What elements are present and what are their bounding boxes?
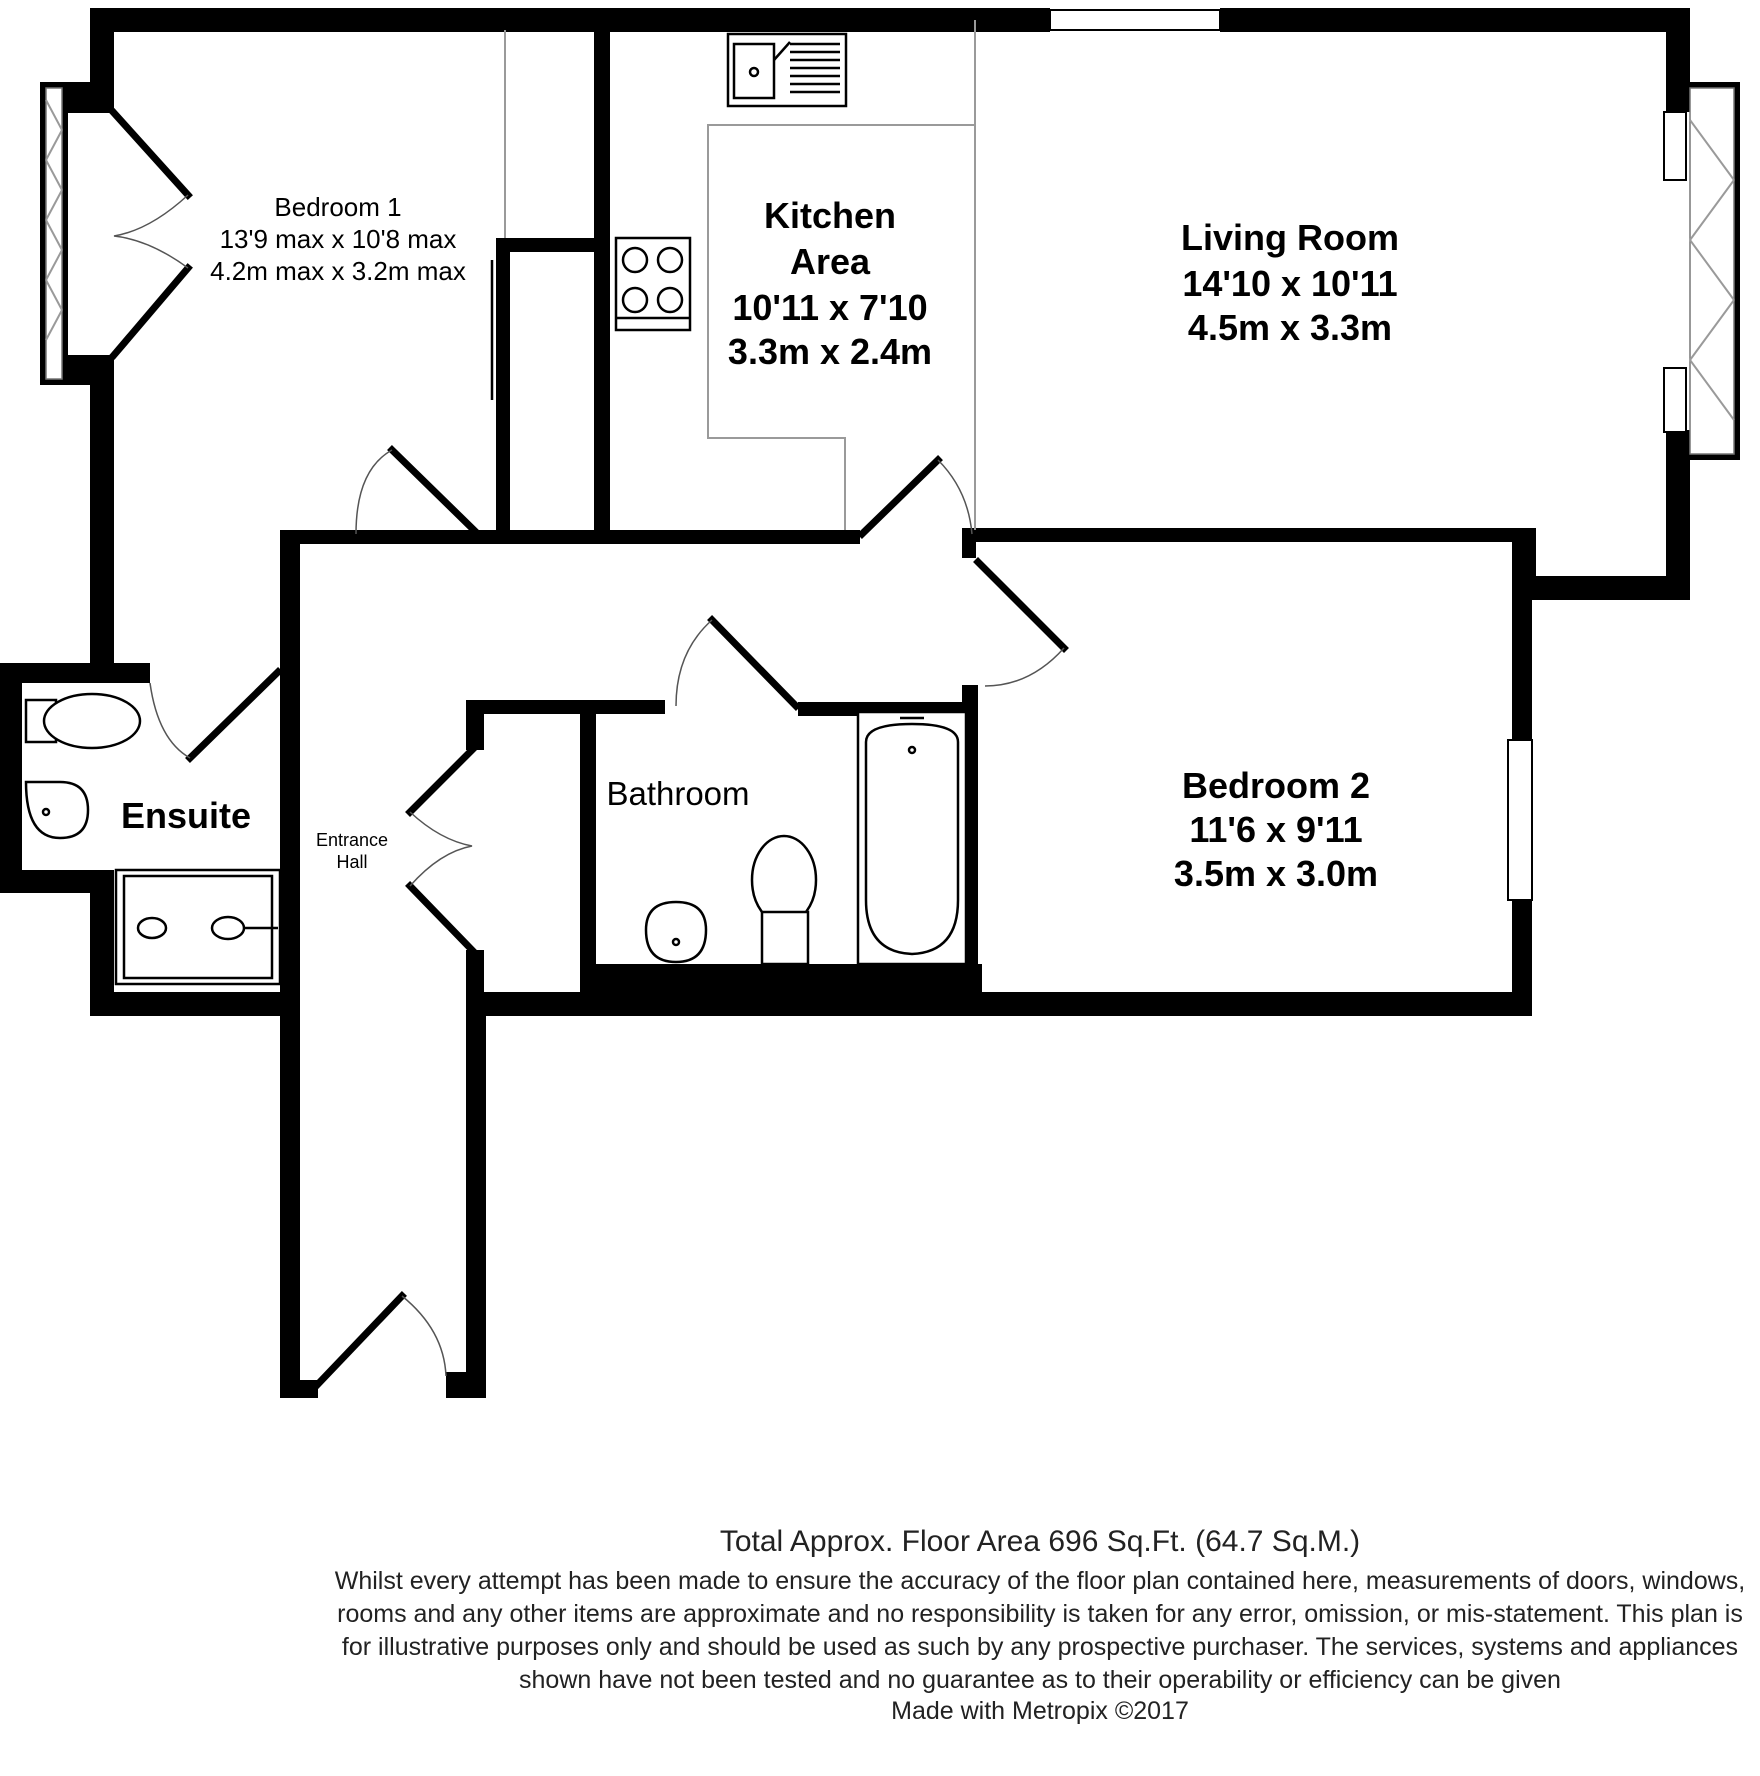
living-name: Living Room xyxy=(1181,217,1399,258)
living-step-wall xyxy=(1512,576,1690,600)
hall-partition-top xyxy=(466,700,582,714)
bay-window-left xyxy=(40,82,114,385)
bathroom-bottom-wall xyxy=(582,964,982,996)
footer xyxy=(330,1525,1750,1726)
kitchen-sink xyxy=(728,34,846,106)
bedroom2-dim-metric: 3.5m x 3.0m xyxy=(1173,853,1379,894)
corridor-left-wall xyxy=(280,530,300,1398)
bathroom-toilet xyxy=(752,836,816,964)
living-step-vertical xyxy=(1512,532,1536,600)
bedroom2-top-stub xyxy=(962,528,976,558)
bathroom-name: Bathroom xyxy=(606,775,750,812)
kitchen-name-line1: Kitchen xyxy=(763,195,897,236)
bedroom2-right-wall-top xyxy=(1512,590,1532,740)
bath xyxy=(858,712,966,964)
disclaimer: Whilst every attempt has been made to ensure the accuracy of the floor plan contained here, measurements of doors, windows, rooms and any other items are approximate and no responsibility is taken for any error, omission, or mis-statement. This plan is for illustrative purposes only and should be used as such by any prospective purchaser. The services, systems and appliances shown have not been tested and no guarantee as to their operability or efficiency can be given xyxy=(334,1567,1746,1694)
left-wall-mid xyxy=(90,355,114,665)
entrance-name-line2: Hall xyxy=(336,852,368,872)
bedroom2-dim-imperial: 11'6 x 9'11 xyxy=(1189,809,1363,850)
corridor-left-wall-top xyxy=(280,530,480,544)
ensuite-name: Ensuite xyxy=(120,795,252,836)
total-floor-area: Total Approx. Floor Area 696 Sq.Ft. (64.7 Sq.M.) xyxy=(719,1525,1361,1558)
right-wall-upper xyxy=(1666,8,1690,88)
bedroom2-top-wall xyxy=(966,528,1536,542)
wardrobe-wall-top xyxy=(496,238,602,252)
bedroom1-dim-metric: 4.2m max x 3.2m max xyxy=(210,256,466,286)
living-dim-imperial: 14'10 x 10'11 xyxy=(1182,263,1398,304)
corridor-bottom-right xyxy=(446,1372,486,1398)
entrance-name-line1: Entrance xyxy=(315,830,389,850)
corridor-right-wall xyxy=(466,1000,486,1398)
hall-partition-lower xyxy=(466,950,484,1016)
wardrobe-wall-right xyxy=(496,238,510,534)
kitchen-left-wall xyxy=(594,28,610,534)
kitchen-name-line2: Area xyxy=(789,241,871,282)
hob xyxy=(616,238,690,330)
bathroom-basin xyxy=(646,902,706,962)
shower-tray xyxy=(116,870,280,984)
ensuite-basin xyxy=(26,782,88,838)
kitchen-dim-imperial: 10'11 x 7'10 xyxy=(732,287,928,328)
credit: Made with Metropix ©2017 xyxy=(891,1697,1189,1725)
top-wall-right xyxy=(1220,8,1690,32)
bedroom1-name: Bedroom 1 xyxy=(274,192,402,222)
ensuite-bottom-wall xyxy=(90,992,300,1016)
bedroom2-window xyxy=(1508,740,1532,900)
kitchen-dim-metric: 3.3m x 2.4m xyxy=(727,331,933,372)
hall-top-wall-mid xyxy=(480,530,860,544)
living-dim-metric: 4.5m x 3.3m xyxy=(1187,307,1393,348)
corridor-bottom-left xyxy=(280,1380,318,1398)
ensuite-left-wall xyxy=(0,663,22,893)
bathroom-left-wall xyxy=(580,710,596,1000)
ensuite-top-wall xyxy=(0,663,150,683)
bay-window-right xyxy=(1664,82,1740,460)
bathroom-top-wall-left xyxy=(580,700,665,714)
bedroom2-name: Bedroom 2 xyxy=(1181,765,1371,806)
top-window xyxy=(1050,10,1220,30)
ensuite-toilet xyxy=(26,694,140,748)
top-wall xyxy=(90,8,1050,32)
bedroom1-dim-imperial: 13'9 max x 10'8 max xyxy=(219,224,457,254)
